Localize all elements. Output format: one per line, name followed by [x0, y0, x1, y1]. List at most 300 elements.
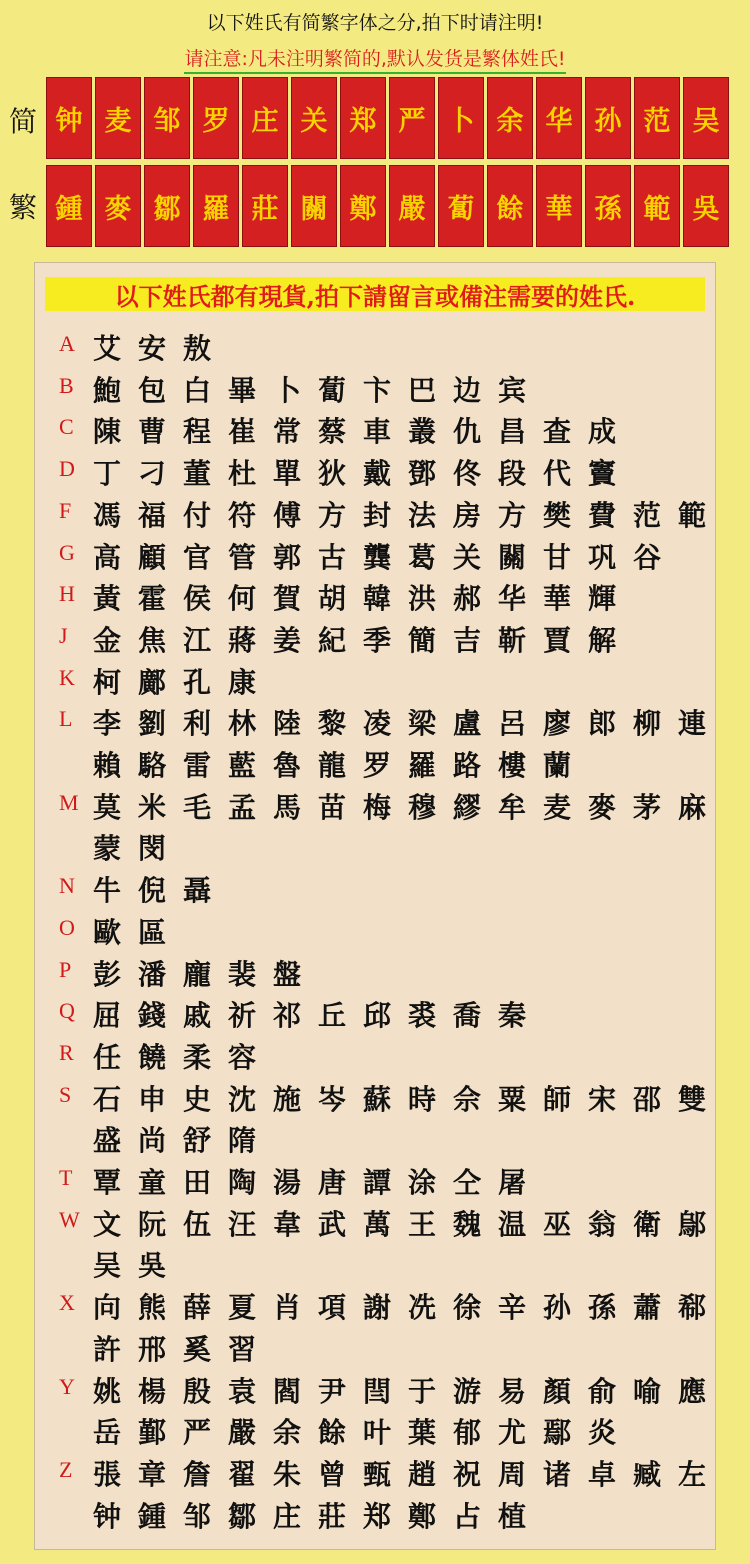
surname-char: 郎 — [588, 707, 617, 741]
surname-line — [93, 1244, 183, 1284]
surname-char: 張 — [93, 1457, 122, 1491]
surname-char: 翟 — [228, 1457, 257, 1491]
simplified-tile: 麦 — [95, 77, 141, 159]
surname-char: 苗 — [318, 790, 347, 824]
index-letter-x: X — [59, 1290, 75, 1316]
surname-char: 紀 — [318, 623, 347, 657]
surname-char: 閻 — [273, 1374, 302, 1408]
surname-char: 石 — [93, 1082, 122, 1116]
surname-char: 周 — [498, 1457, 527, 1491]
surname-line — [93, 911, 183, 951]
surname-char: 應 — [678, 1374, 707, 1408]
surname-line — [93, 1411, 633, 1451]
surname-char: 季 — [363, 623, 392, 657]
surname-char: 卜 — [273, 373, 302, 407]
surname-line — [93, 1078, 723, 1118]
surname-line — [93, 702, 723, 742]
surname-char: 庄 — [273, 1499, 302, 1533]
surname-char: 何 — [228, 582, 257, 616]
surname-char: 曹 — [138, 415, 167, 449]
traditional-tile: 鄒 — [144, 165, 190, 247]
surname-char: 樊 — [543, 498, 572, 532]
surname-char: 薛 — [183, 1291, 212, 1325]
surname-char: 麻 — [678, 790, 707, 824]
simplified-tile: 邹 — [144, 77, 190, 159]
surname-char: 岑 — [318, 1082, 347, 1116]
traditional-tile: 孫 — [585, 165, 631, 247]
index-letter-j: J — [59, 622, 68, 648]
surname-char: 祁 — [273, 999, 302, 1033]
surname-char: 谷 — [633, 540, 662, 574]
surname-char: 韓 — [363, 582, 392, 616]
surname-char: 倪 — [138, 874, 167, 908]
index-letter-k: K — [59, 664, 75, 690]
surname-char: 蕭 — [633, 1291, 662, 1325]
surname-char: 粟 — [498, 1082, 527, 1116]
surname-char: 奚 — [183, 1332, 212, 1366]
surname-line — [93, 369, 543, 409]
index-letter-o: O — [59, 914, 75, 940]
surname-char: 胡 — [318, 582, 347, 616]
traditional-tile: 餘 — [487, 165, 533, 247]
surname-char: 覃 — [93, 1166, 122, 1199]
surname-char: 龔 — [363, 540, 392, 574]
surname-char: 鄒 — [228, 1499, 257, 1533]
surname-char: 孟 — [228, 790, 257, 824]
surname-char: 單 — [273, 457, 302, 491]
surname-line — [93, 786, 723, 826]
surname-char: 罗 — [363, 749, 392, 782]
surname-char: 涂 — [408, 1166, 437, 1199]
surname-char: 彭 — [93, 957, 122, 991]
traditional-tile: 鍾 — [46, 165, 92, 247]
surname-char: 凌 — [363, 707, 392, 741]
traditional-tiles — [46, 165, 732, 247]
surname-char: 游 — [453, 1374, 482, 1408]
traditional-tile: 鄭 — [340, 165, 386, 247]
surname-char: 佟 — [453, 457, 482, 491]
surname-char: 蔣 — [228, 623, 257, 657]
surname-line — [93, 994, 543, 1034]
surname-char: 柔 — [183, 1040, 212, 1074]
surname-char: 郁 — [453, 1416, 482, 1450]
traditional-tile: 莊 — [242, 165, 288, 247]
surname-char: 利 — [183, 707, 212, 741]
surname-line — [93, 1203, 723, 1243]
surname-char: 汪 — [228, 1207, 257, 1241]
surname-char: 甘 — [543, 540, 572, 574]
surname-char: 鄺 — [138, 665, 167, 699]
surname-line — [93, 619, 633, 659]
surname-char: 盤 — [273, 957, 302, 991]
surname-char: 夏 — [228, 1291, 257, 1325]
surname-char: 陶 — [228, 1166, 257, 1199]
surname-char: 孔 — [183, 665, 212, 699]
traditional-tile: 羅 — [193, 165, 239, 247]
surname-char: 范 — [633, 498, 662, 532]
surname-char: 姜 — [273, 623, 302, 657]
surname-char: 吳 — [138, 1249, 167, 1283]
surname-char: 蘭 — [543, 749, 572, 782]
simplified-tile: 孙 — [585, 77, 631, 159]
surname-char: 冼 — [408, 1291, 437, 1325]
surname-char: 戴 — [363, 457, 392, 491]
surname-char: 繆 — [453, 790, 482, 824]
surname-char: 黃 — [93, 582, 122, 616]
surname-char: 成 — [588, 415, 617, 449]
surname-line — [93, 1286, 723, 1326]
surname-char: 解 — [588, 623, 617, 657]
surname-char: 牛 — [93, 874, 122, 908]
surname-char: 申 — [138, 1082, 167, 1116]
surname-char: 巩 — [588, 540, 617, 574]
surname-char: 巴 — [408, 373, 437, 407]
surname-char: 盛 — [93, 1124, 122, 1158]
surname-char: 孙 — [543, 1291, 572, 1325]
surname-char: 邢 — [138, 1332, 167, 1366]
surname-char: 劉 — [138, 707, 167, 741]
surname-char: 華 — [543, 582, 572, 616]
surname-char: 顧 — [138, 540, 167, 574]
surname-char: 謝 — [363, 1291, 392, 1325]
surname-char: 管 — [228, 540, 257, 574]
simplified-tile: 钟 — [46, 77, 92, 159]
surname-char: 呂 — [498, 707, 527, 741]
index-letter-n: N — [59, 873, 75, 899]
surname-line — [93, 494, 723, 534]
surname-char: 潘 — [138, 957, 167, 991]
index-letter-a: A — [59, 331, 75, 356]
surname-char: 施 — [273, 1082, 302, 1116]
surname-char: 吉 — [453, 623, 482, 657]
surname-char: 柳 — [633, 707, 662, 741]
surname-char: 甄 — [363, 1457, 392, 1491]
surname-char: 詹 — [183, 1457, 212, 1491]
surname-char: 洪 — [408, 582, 437, 616]
surname-char: 李 — [93, 707, 122, 741]
simplified-tile: 华 — [536, 77, 582, 159]
surname-char: 範 — [678, 498, 707, 532]
surname-char: 佘 — [453, 1082, 482, 1116]
surname-char: 韋 — [273, 1207, 302, 1241]
index-letter-g: G — [59, 539, 75, 565]
surname-char: 鮑 — [93, 373, 122, 407]
surname-char: 官 — [183, 540, 212, 574]
surname-char: 屈 — [93, 999, 122, 1033]
surname-line — [93, 827, 183, 867]
surname-char: 賀 — [273, 582, 302, 616]
index-letter-h: H — [59, 581, 75, 607]
surname-char: 易 — [498, 1374, 527, 1408]
surname-char: 傅 — [273, 498, 302, 532]
surname-line — [93, 1495, 543, 1535]
surname-char: 钟 — [93, 1499, 122, 1533]
surname-char: 余 — [273, 1416, 302, 1450]
surname-char: 邱 — [363, 999, 392, 1033]
surname-char: 段 — [498, 457, 527, 491]
surname-char: 诸 — [543, 1457, 572, 1491]
surname-char: 喻 — [633, 1374, 662, 1408]
surname-char: 侯 — [183, 582, 212, 616]
surname-char: 許 — [93, 1332, 122, 1366]
surname-char: 巫 — [543, 1207, 572, 1241]
surname-line — [93, 661, 273, 701]
surname-char: 狄 — [318, 457, 347, 491]
surname-char: 藍 — [228, 749, 257, 782]
surname-char: 方 — [498, 498, 527, 532]
surname-char: 敖 — [183, 332, 212, 365]
surname-line — [93, 869, 228, 909]
surname-line — [93, 452, 633, 492]
surname-char: 鄞 — [138, 1416, 167, 1450]
surname-char: 竇 — [588, 457, 617, 491]
surname-char: 雙 — [678, 1082, 707, 1116]
surname-char: 陳 — [93, 415, 122, 449]
surname-char: 關 — [498, 540, 527, 574]
simplified-tiles — [46, 77, 732, 159]
surname-char: 华 — [498, 582, 527, 616]
index-letter-m: M — [59, 789, 79, 815]
traditional-tile: 蔔 — [438, 165, 484, 247]
traditional-tile: 華 — [536, 165, 582, 247]
surname-char: 隋 — [228, 1124, 257, 1158]
surname-char: 宋 — [588, 1082, 617, 1116]
surname-char: 陸 — [273, 707, 302, 741]
surname-char: 孫 — [588, 1291, 617, 1325]
surname-char: 付 — [183, 498, 212, 532]
surname-char: 徐 — [453, 1291, 482, 1325]
surname-char: 蔔 — [318, 373, 347, 407]
surname-char: 雷 — [183, 749, 212, 782]
surname-char: 金 — [93, 623, 122, 657]
surname-char: 林 — [228, 707, 257, 741]
traditional-tile: 範 — [634, 165, 680, 247]
surname-char: 杜 — [228, 457, 257, 491]
surname-char: 舒 — [183, 1124, 212, 1158]
surname-line — [93, 327, 228, 367]
surname-char: 程 — [183, 415, 212, 449]
surname-char: 簡 — [408, 623, 437, 657]
surname-line — [93, 1161, 543, 1201]
surname-char: 祈 — [228, 999, 257, 1033]
surname-char: 魯 — [273, 749, 302, 782]
surname-char: 葉 — [408, 1416, 437, 1450]
surname-char: 賴 — [93, 749, 122, 782]
index-letter-r: R — [59, 1039, 74, 1065]
surname-char: 師 — [543, 1082, 572, 1116]
surname-char: 康 — [228, 665, 257, 699]
surname-line — [93, 1370, 723, 1410]
surname-char: 穆 — [408, 790, 437, 824]
surname-char: 蔡 — [318, 415, 347, 449]
surname-char: 高 — [93, 540, 122, 574]
surname-char: 焦 — [138, 623, 167, 657]
index-letter-b: B — [59, 372, 74, 398]
surname-char: 岳 — [93, 1416, 122, 1450]
surname-char: 边 — [453, 373, 482, 407]
surname-char: 饒 — [138, 1040, 167, 1074]
surname-char: 白 — [183, 373, 212, 407]
surname-char: 輝 — [588, 582, 617, 616]
surname-char: 戚 — [183, 999, 212, 1033]
surname-char: 伍 — [183, 1207, 212, 1241]
surname-char: 向 — [93, 1291, 122, 1325]
surname-char: 盧 — [453, 707, 482, 741]
surname-char: 閆 — [363, 1374, 392, 1408]
surname-char: 查 — [543, 415, 572, 449]
surname-char: 錢 — [138, 999, 167, 1033]
surname-char: 嚴 — [228, 1416, 257, 1450]
surname-char: 阮 — [138, 1207, 167, 1241]
surname-char: 郝 — [453, 582, 482, 616]
surname-char: 章 — [138, 1457, 167, 1491]
surname-char: 聶 — [183, 874, 212, 908]
notice-line-2 — [0, 44, 750, 71]
surname-char: 羅 — [408, 749, 437, 782]
traditional-tile: 吳 — [683, 165, 729, 247]
surname-char: 鄭 — [408, 1499, 437, 1533]
surname-char: 魏 — [453, 1207, 482, 1241]
index-letter-l: L — [59, 706, 73, 732]
surname-line — [93, 1036, 273, 1076]
surname-char: 郗 — [678, 1291, 707, 1325]
surname-char: 方 — [318, 498, 347, 532]
surname-char: 賈 — [543, 623, 572, 657]
surname-char: 尚 — [138, 1124, 167, 1158]
surname-char: 严 — [183, 1416, 212, 1450]
surname-char: 茅 — [633, 790, 662, 824]
surname-char: 肖 — [273, 1291, 302, 1325]
surname-char: 邹 — [183, 1499, 212, 1533]
surname-line — [93, 577, 633, 617]
surname-char: 屠 — [498, 1166, 527, 1199]
surname-char: 駱 — [138, 749, 167, 782]
index-letter-c: C — [59, 414, 74, 440]
surname-char: 任 — [93, 1040, 122, 1074]
surname-char: 馮 — [93, 498, 122, 532]
surname-char: 祝 — [453, 1457, 482, 1491]
surname-char: 左 — [678, 1457, 707, 1491]
surname-char: 蘇 — [363, 1082, 392, 1116]
surname-char: 黎 — [318, 707, 347, 741]
surname-line — [93, 953, 318, 993]
surname-char: 封 — [363, 498, 392, 532]
surname-char: 梅 — [363, 790, 392, 824]
surname-char: 秦 — [498, 999, 527, 1033]
notice-line-2-text: 请注意:凡未注明繁简的,默认发货是繁体姓氏! — [184, 48, 565, 74]
surname-char: 符 — [228, 498, 257, 532]
simplified-tile: 庄 — [242, 77, 288, 159]
surname-list-panel — [34, 262, 716, 1550]
surname-char: 安 — [138, 332, 167, 365]
surname-char: 童 — [138, 1166, 167, 1199]
surname-char: 路 — [453, 749, 482, 782]
surname-char: 衛 — [633, 1207, 662, 1241]
surname-char: 代 — [543, 457, 572, 491]
surname-char: 史 — [183, 1082, 212, 1116]
simplified-tile: 余 — [487, 77, 533, 159]
surname-char: 閔 — [138, 832, 167, 866]
surname-char: 温 — [498, 1207, 527, 1241]
surname-line — [93, 1453, 723, 1493]
traditional-tile: 麥 — [95, 165, 141, 247]
surname-char: 萬 — [363, 1207, 392, 1241]
stock-banner: 以下姓氏都有現貨,拍下請留言或備注需要的姓氏. — [45, 277, 705, 311]
simplified-tile: 郑 — [340, 77, 386, 159]
surname-char: 仝 — [453, 1166, 482, 1199]
surname-char: 柯 — [93, 665, 122, 699]
surname-char: 連 — [678, 707, 707, 741]
surname-char: 龐 — [183, 957, 212, 991]
index-letter-q: Q — [59, 998, 75, 1024]
surname-char: 項 — [318, 1291, 347, 1325]
surname-char: 葛 — [408, 540, 437, 574]
surname-char: 靳 — [498, 623, 527, 657]
surname-char: 辛 — [498, 1291, 527, 1325]
surname-line — [93, 536, 678, 576]
surname-char: 王 — [408, 1207, 437, 1241]
simplified-tile: 吴 — [683, 77, 729, 159]
surname-char: 邵 — [633, 1082, 662, 1116]
surname-char: 容 — [228, 1040, 257, 1074]
surname-char: 宾 — [498, 373, 527, 407]
surname-char: 常 — [273, 415, 302, 449]
surname-char: 董 — [183, 457, 212, 491]
surname-char: 占 — [453, 1499, 482, 1533]
surname-char: 唐 — [318, 1166, 347, 1199]
surname-char: 俞 — [588, 1374, 617, 1408]
surname-char: 喬 — [453, 999, 482, 1033]
surname-char: 歐 — [93, 915, 122, 949]
surname-char: 鄢 — [543, 1416, 572, 1450]
surname-line — [93, 1119, 273, 1159]
surname-char: 莫 — [93, 790, 122, 824]
traditional-tile: 關 — [291, 165, 337, 247]
surname-char: 顏 — [543, 1374, 572, 1408]
surname-char: 植 — [498, 1499, 527, 1533]
surname-char: 卞 — [363, 373, 392, 407]
surname-char: 費 — [588, 498, 617, 532]
surname-char: 朱 — [273, 1457, 302, 1491]
surname-char: 丁 — [93, 457, 122, 491]
surname-char: 鍾 — [138, 1499, 167, 1533]
surname-char: 刁 — [138, 457, 167, 491]
simplified-tile: 关 — [291, 77, 337, 159]
simplified-tile: 卜 — [438, 77, 484, 159]
surname-char: 區 — [138, 915, 167, 949]
surname-char: 文 — [93, 1207, 122, 1241]
surname-char: 裘 — [408, 999, 437, 1033]
surname-char: 譚 — [363, 1166, 392, 1199]
surname-char: 龍 — [318, 749, 347, 782]
surname-char: 崔 — [228, 415, 257, 449]
surname-char: 福 — [138, 498, 167, 532]
surname-char: 麥 — [588, 790, 617, 824]
surname-char: 沈 — [228, 1082, 257, 1116]
surname-line — [93, 744, 588, 784]
surname-char: 房 — [453, 498, 482, 532]
surname-char: 吴 — [93, 1249, 122, 1283]
surname-char: 裴 — [228, 957, 257, 991]
surname-char: 毛 — [183, 790, 212, 824]
surname-char: 蒙 — [93, 832, 122, 866]
surname-char: 卓 — [588, 1457, 617, 1491]
surname-char: 趙 — [408, 1457, 437, 1491]
surname-char: 尹 — [318, 1374, 347, 1408]
surname-char: 梁 — [408, 707, 437, 741]
surname-char: 鄔 — [678, 1207, 707, 1241]
surname-line — [93, 1328, 273, 1368]
